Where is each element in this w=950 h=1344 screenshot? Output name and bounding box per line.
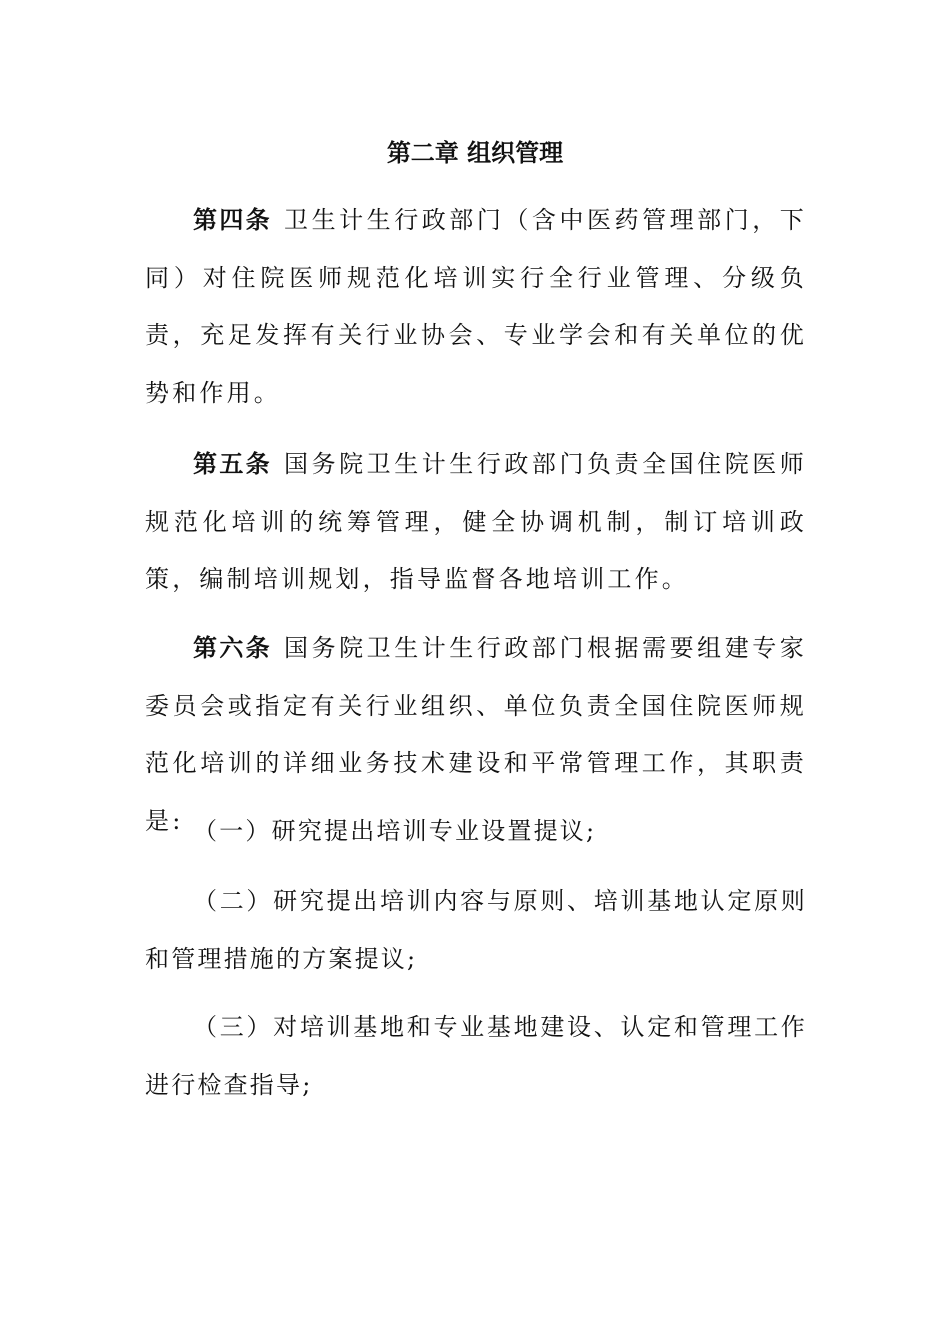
article-4-lead: 第四条	[193, 206, 273, 234]
article-5	[145, 436, 807, 609]
article-4	[145, 192, 807, 422]
article-6-item-3: （三）对培训基地和专业基地建设、认定和管理工作进行检查指导;	[145, 1013, 807, 1099]
article-4-text: 卫生计生行政部门（含中医药管理部门，下同）对住院医师规范化培训实行全行业管理、分级负责，充足发挥有关行业协会、专业学会和有关单位的优势和作用。	[145, 206, 807, 407]
article-6-text: 国务院卫生计生行政部门根据需要组建专家委员会或指定有关行业组织、单位负责全国住院医师规范化培训的详细业务技术建设和平常管理工作，其职责是:	[145, 634, 807, 835]
article-6-item-2: （二）研究提出培训内容与原则、培训基地认定原则和管理措施的方案提议;	[145, 887, 807, 973]
article-5-text: 国务院卫生计生行政部门负责全国住院医师规范化培训的统筹管理，健全协调机制，制订培训政策，编制培训规划，指导监督各地培训工作。	[145, 450, 807, 593]
article-6-item-1: （一）研究提出培训专业设置提议;	[193, 817, 597, 845]
article-5-lead: 第五条	[193, 450, 273, 478]
article-6-lead: 第六条	[193, 634, 273, 662]
chapter-title: 第二章 组织管理	[386, 139, 564, 167]
